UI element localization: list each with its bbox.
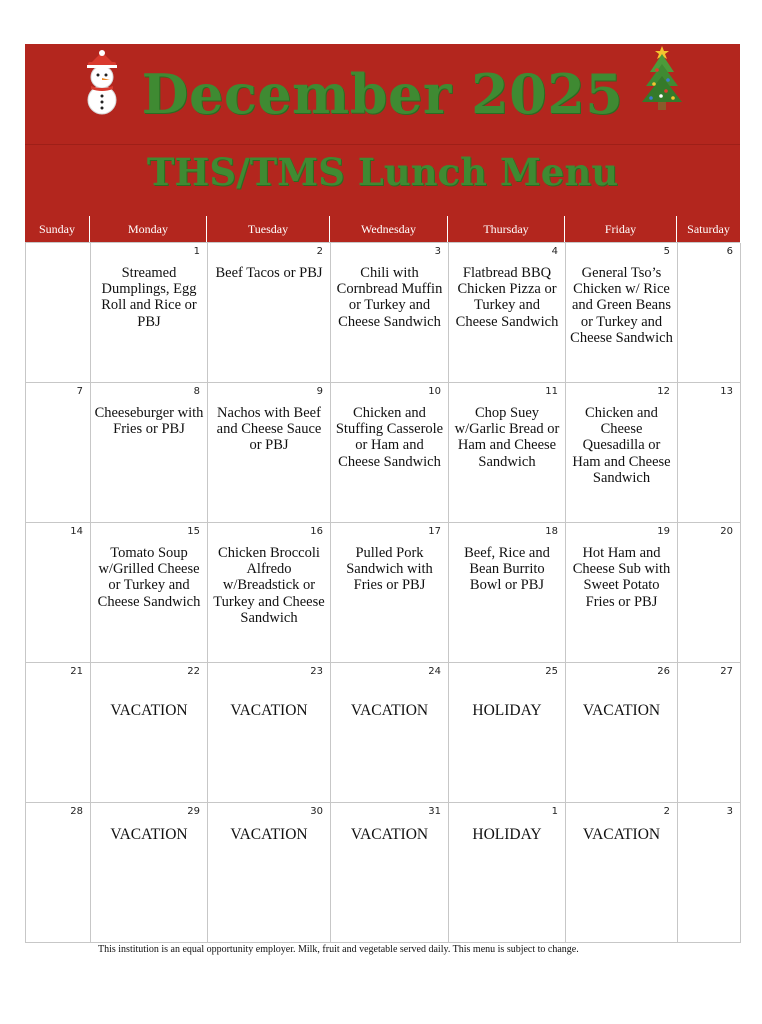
lunch-menu-text: Cheeseburger with Fries or PBJ [94,405,204,438]
lunch-menu-text: Nachos with Beef and Cheese Sauce or PBJ [216,405,322,454]
lunch-menu-text: Pulled Pork Sandwich with Fries or PBJ [346,545,433,594]
lunch-menu-text: Chicken and Cheese Quesadilla or Ham and Cheese Sandwich [572,405,671,486]
lunch-menu-text: Chicken Broccoli Alfredo w/Breadstick or Turkey and Cheese Sandwich [213,545,325,626]
day-number: 7 [76,386,83,397]
weekday-saturday: Saturday [687,222,730,236]
day-number: 17 [428,526,441,537]
day-closure-label: VACATION [230,826,308,843]
footer-note: This institution is an equal opportunity employer. Milk, fruit and vegetable served daily. This menu is subject to change. [98,944,579,955]
calendar-day-cell [208,383,331,523]
day-number: 25 [545,666,558,677]
day-number: 15 [187,526,200,537]
weekday-monday: Monday [90,216,207,242]
lunch-menu-text: Hot Ham and Cheese Sub with Sweet Potato Fries or PBJ [572,545,671,610]
day-closure-label: HOLIDAY [472,702,542,719]
calendar-day-cell [678,523,741,663]
day-number: 3 [434,246,441,257]
day-number: 1 [551,806,558,817]
day-number: 16 [310,526,323,537]
calendar-day-cell [449,243,566,383]
lunch-menu-text: Chicken and Stuffing Casserole or Ham and Cheese Sandwich [335,405,444,470]
calendar-day-cell [449,803,566,943]
weekday-tuesday: Tuesday [207,216,330,242]
calendar-day-cell [91,383,208,523]
calendar-day-cell [208,663,331,803]
lunch-menu-text: Streamed Dumplings, Egg Roll and Rice or PBJ [101,265,197,330]
day-number: 14 [70,526,83,537]
calendar-day-cell [26,663,91,803]
day-number: 3 [726,806,733,817]
day-number: 4 [551,246,558,257]
day-number: 12 [657,386,670,397]
lunch-menu-text: Tomato Soup w/Grilled Cheese or Turkey and Cheese Sandwich [97,545,201,610]
day-number: 13 [720,386,733,397]
calendar-day-cell [566,663,678,803]
calendar-day-cell [331,803,449,943]
calendar-day-cell [26,383,91,523]
calendar-day-cell [91,243,208,383]
calendar-day-cell [331,383,449,523]
day-closure-label: VACATION [582,826,661,843]
calendar-day-cell [26,523,91,663]
weekday-sunday: Sunday [25,216,90,242]
calendar-day-cell [449,663,566,803]
day-closure-label: VACATION [230,702,308,719]
calendar-day-cell [208,243,331,383]
day-number: 9 [316,386,323,397]
day-number: 5 [663,246,670,257]
day-number: 11 [545,386,558,397]
calendar-day-cell [678,383,741,523]
lunch-menu-text: Flatbread BBQ Chicken Pizza or Turkey and Cheese Sandwich [455,265,559,330]
day-number: 28 [70,806,83,817]
day-closure-label: VACATION [350,826,429,843]
calendar-day-cell [331,663,449,803]
calendar-day-cell [566,383,678,523]
calendar-day-cell [566,803,678,943]
header-divider [25,144,740,145]
calendar-day-cell [331,243,449,383]
calendar-day-cell [26,803,91,943]
day-number: 27 [720,666,733,677]
day-number: 2 [316,246,323,257]
day-number: 1 [193,246,200,257]
day-number: 18 [545,526,558,537]
weekday-friday: Friday [565,216,677,242]
day-number: 22 [187,666,200,677]
day-number: 26 [657,666,670,677]
lunch-menu-text: Chop Suey w/Garlic Bread or Ham and Cheese Sandwich [454,405,560,470]
calendar-day-cell [449,523,566,663]
calendar-day-cell [678,803,741,943]
calendar-day-cell [26,243,91,383]
calendar-header [25,44,740,216]
lunch-menu-text: Beef, Rice and Bean Burrito Bowl or PBJ [464,545,550,594]
weekday-wednesday: Wednesday [330,216,448,242]
calendar-day-cell [91,803,208,943]
calendar-day-cell [566,523,678,663]
calendar-day-cell [678,243,741,383]
day-closure-label: HOLIDAY [472,826,542,843]
day-number: 31 [428,806,441,817]
calendar-day-cell [208,523,331,663]
day-number: 24 [428,666,441,677]
day-number: 8 [193,386,200,397]
day-number: 21 [70,666,83,677]
day-number: 30 [310,806,323,817]
lunch-menu-text: Beef Tacos or PBJ [215,265,323,281]
day-number: 2 [663,806,670,817]
day-number: 19 [657,526,670,537]
calendar-grid [25,242,740,943]
day-number: 20 [720,526,733,537]
calendar-day-cell [91,663,208,803]
calendar-day-cell [678,663,741,803]
calendar-day-cell [449,383,566,523]
lunch-menu-text: General Tso’s Chicken w/ Rice and Green Beans or Turkey and Cheese Sandwich [570,265,673,346]
calendar-day-cell [208,803,331,943]
calendar-day-cell [91,523,208,663]
day-number: 10 [428,386,441,397]
weekday-thursday: Thursday [448,216,565,242]
day-closure-label: VACATION [110,826,188,843]
calendar-day-cell [331,523,449,663]
day-number: 6 [726,246,733,257]
weekday-header-row [25,216,740,242]
day-closure-label: VACATION [350,702,429,719]
lunch-menu-text: Chili with Cornbread Muffin or Turkey and Cheese Sandwich [336,265,443,330]
day-closure-label: VACATION [582,702,661,719]
christmas-tree-icon [637,44,687,114]
day-number: 29 [187,806,200,817]
day-closure-label: VACATION [110,702,188,719]
day-number: 23 [310,666,323,677]
calendar-subtitle: THS/TMS Lunch Menu [146,150,619,194]
calendar-title: December 2025 [141,62,624,126]
calendar-day-cell [566,243,678,383]
